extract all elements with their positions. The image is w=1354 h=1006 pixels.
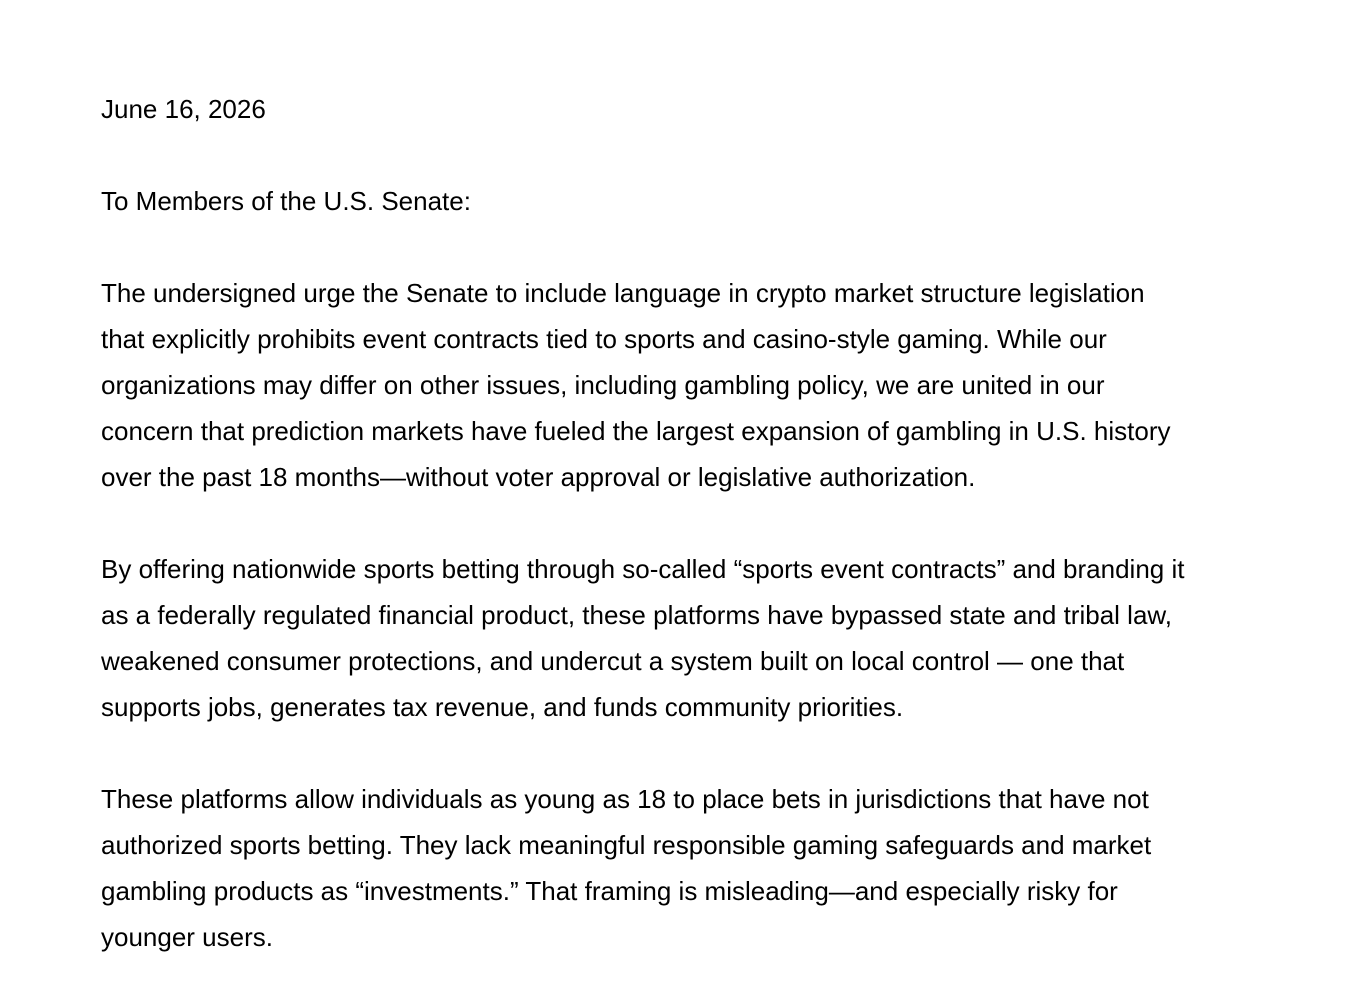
paragraph-line: over the past 18 months—without voter approval or legislative authorization. (101, 462, 976, 492)
paragraph-line: concern that prediction markets have fueled the largest expansion of gambling in U.S. history (101, 416, 1171, 446)
letter-page (101, 86, 1301, 1006)
paragraph-line: organizations may differ on other issues, including gambling policy, we are united in our (101, 370, 1105, 400)
date-text: June 16, 2026 (101, 94, 266, 124)
salutation-text: To Members of the U.S. Senate: (101, 186, 471, 216)
paragraph-line: weakened consumer protections, and undercut a system built on local control — one that (101, 646, 1125, 676)
paragraph-line: authorized sports betting. They lack meaningful responsible gaming safeguards and market (101, 830, 1152, 860)
paragraph-line: as a federally regulated financial product, these platforms have bypassed state and tribal law, (101, 600, 1172, 630)
paragraph-line: These platforms allow individuals as young as 18 to place bets in jurisdictions that have not (101, 784, 1149, 814)
paragraph-2 (101, 546, 1301, 730)
letter-salutation (101, 178, 1301, 224)
paragraph-line: that explicitly prohibits event contracts tied to sports and casino-style gaming. While our (101, 324, 1107, 354)
paragraph-line: The undersigned urge the Senate to include language in crypto market structure legislation (101, 278, 1145, 308)
paragraph-line: younger users. (101, 922, 273, 952)
paragraph-line: By offering nationwide sports betting through so-called “sports event contracts” and branding it (101, 554, 1185, 584)
paragraph-1 (101, 270, 1301, 500)
paragraph-line: gambling products as “investments.” That framing is misleading—and especially risky for (101, 876, 1118, 906)
letter-date (101, 86, 1301, 132)
paragraph-3 (101, 776, 1301, 960)
paragraph-line: supports jobs, generates tax revenue, and funds community priorities. (101, 692, 904, 722)
